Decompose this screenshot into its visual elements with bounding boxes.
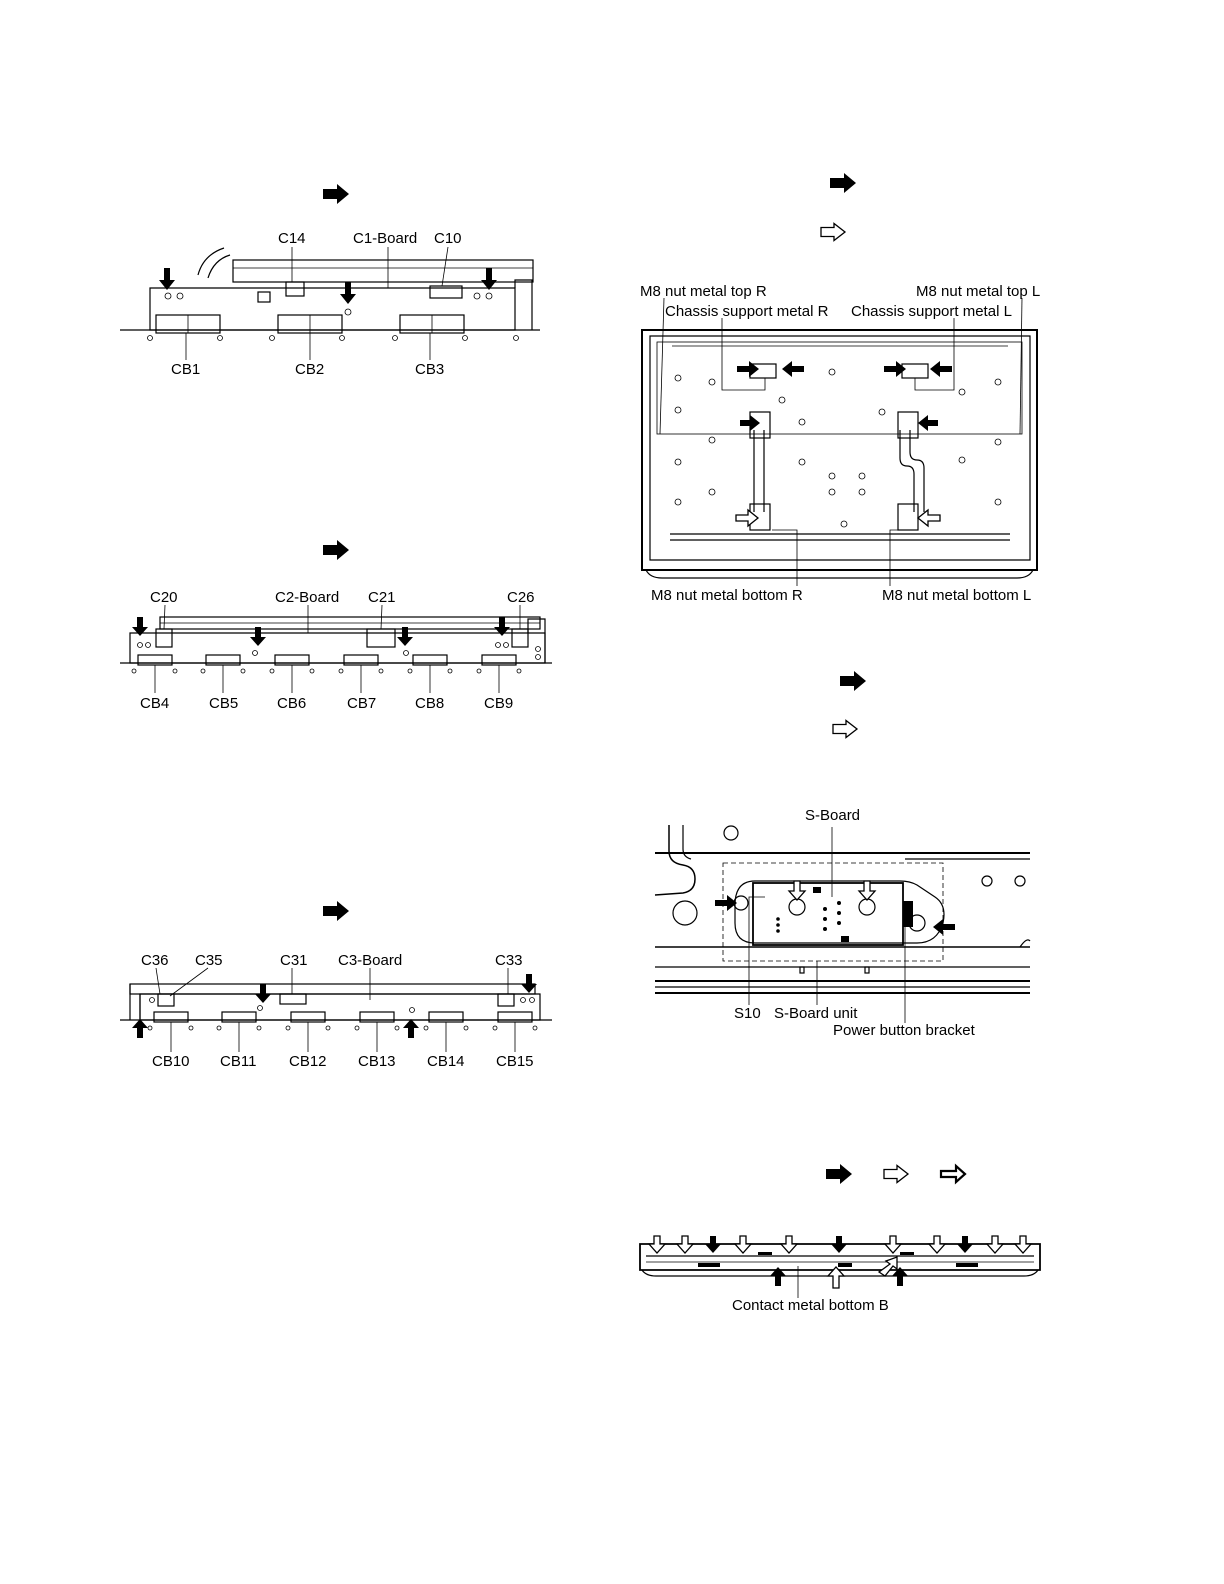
label-cb10: CB10	[152, 1053, 190, 1070]
label-c14: C14	[278, 230, 306, 247]
solid-arrow-icon	[830, 173, 856, 193]
solid-arrow-icon	[323, 540, 349, 560]
label-cb3: CB3	[415, 361, 445, 378]
label-m8-nut-metal-bottom-r: M8 nut metal bottom R	[651, 587, 803, 604]
solid-arrow-icon	[323, 901, 349, 921]
hollow-arrow-icon	[820, 222, 846, 242]
hollow-arrow-icon	[832, 719, 858, 739]
label-cb13: CB13	[358, 1053, 396, 1070]
label-chassis-support-metal-r: Chassis support metal R	[665, 303, 829, 320]
label-c21: C21	[368, 589, 396, 606]
label-cb7: CB7	[347, 695, 377, 712]
label-m8-nut-metal-bottom-l: M8 nut metal bottom L	[882, 587, 1032, 604]
label-m8-nut-metal-top-l: M8 nut metal top L	[916, 283, 1041, 300]
label-s-board-unit: S-Board unit	[774, 1005, 858, 1022]
label-cb6: CB6	[277, 695, 307, 712]
label-cb1: CB1	[171, 361, 201, 378]
label-cb9: CB9	[484, 695, 514, 712]
label-s-board: S-Board	[805, 807, 861, 824]
chassis-drawing	[632, 280, 1047, 610]
label-chassis-support-metal-l: Chassis support metal L	[851, 303, 1012, 320]
label-c3-board: C3-Board	[338, 952, 403, 969]
label-c31: C31	[280, 952, 308, 969]
label-cb5: CB5	[209, 695, 239, 712]
label-m8-nut-metal-top-r: M8 nut metal top R	[640, 283, 767, 300]
contact-metal-figure	[638, 1232, 1043, 1317]
label-c20: C20	[150, 589, 178, 606]
hollow-arrow-icon	[883, 1164, 909, 1184]
label-c1-board: C1-Board	[353, 230, 418, 247]
c3-board-figure	[120, 948, 552, 1083]
label-cb12: CB12	[289, 1053, 327, 1070]
c2-board-figure	[120, 585, 552, 720]
label-c2-board: C2-Board	[275, 589, 340, 606]
label-power-button-bracket: Power button bracket	[833, 1022, 975, 1039]
solid-arrow-icon	[826, 1164, 852, 1184]
label-cb8: CB8	[415, 695, 445, 712]
label-s10: S10	[734, 1005, 761, 1022]
label-cb15: CB15	[496, 1053, 534, 1070]
label-cb14: CB14	[427, 1053, 465, 1070]
label-cb11: CB11	[220, 1053, 257, 1070]
chassis-support-figure	[632, 280, 1047, 610]
label-cb2: CB2	[295, 361, 325, 378]
label-contact-metal-bottom-b: Contact metal bottom B	[732, 1297, 889, 1314]
label-cb4: CB4	[140, 695, 170, 712]
solid-arrow-icon	[323, 184, 349, 204]
c1-board-figure	[120, 220, 540, 390]
solid-arrow-icon	[840, 671, 866, 691]
label-c35: C35	[195, 952, 223, 969]
label-c36: C36	[141, 952, 169, 969]
label-c10: C10	[434, 230, 462, 247]
s-board-figure	[655, 805, 1030, 1040]
label-c26: C26	[507, 589, 535, 606]
label-c33: C33	[495, 952, 523, 969]
thin-arrow-icon	[940, 1164, 966, 1184]
